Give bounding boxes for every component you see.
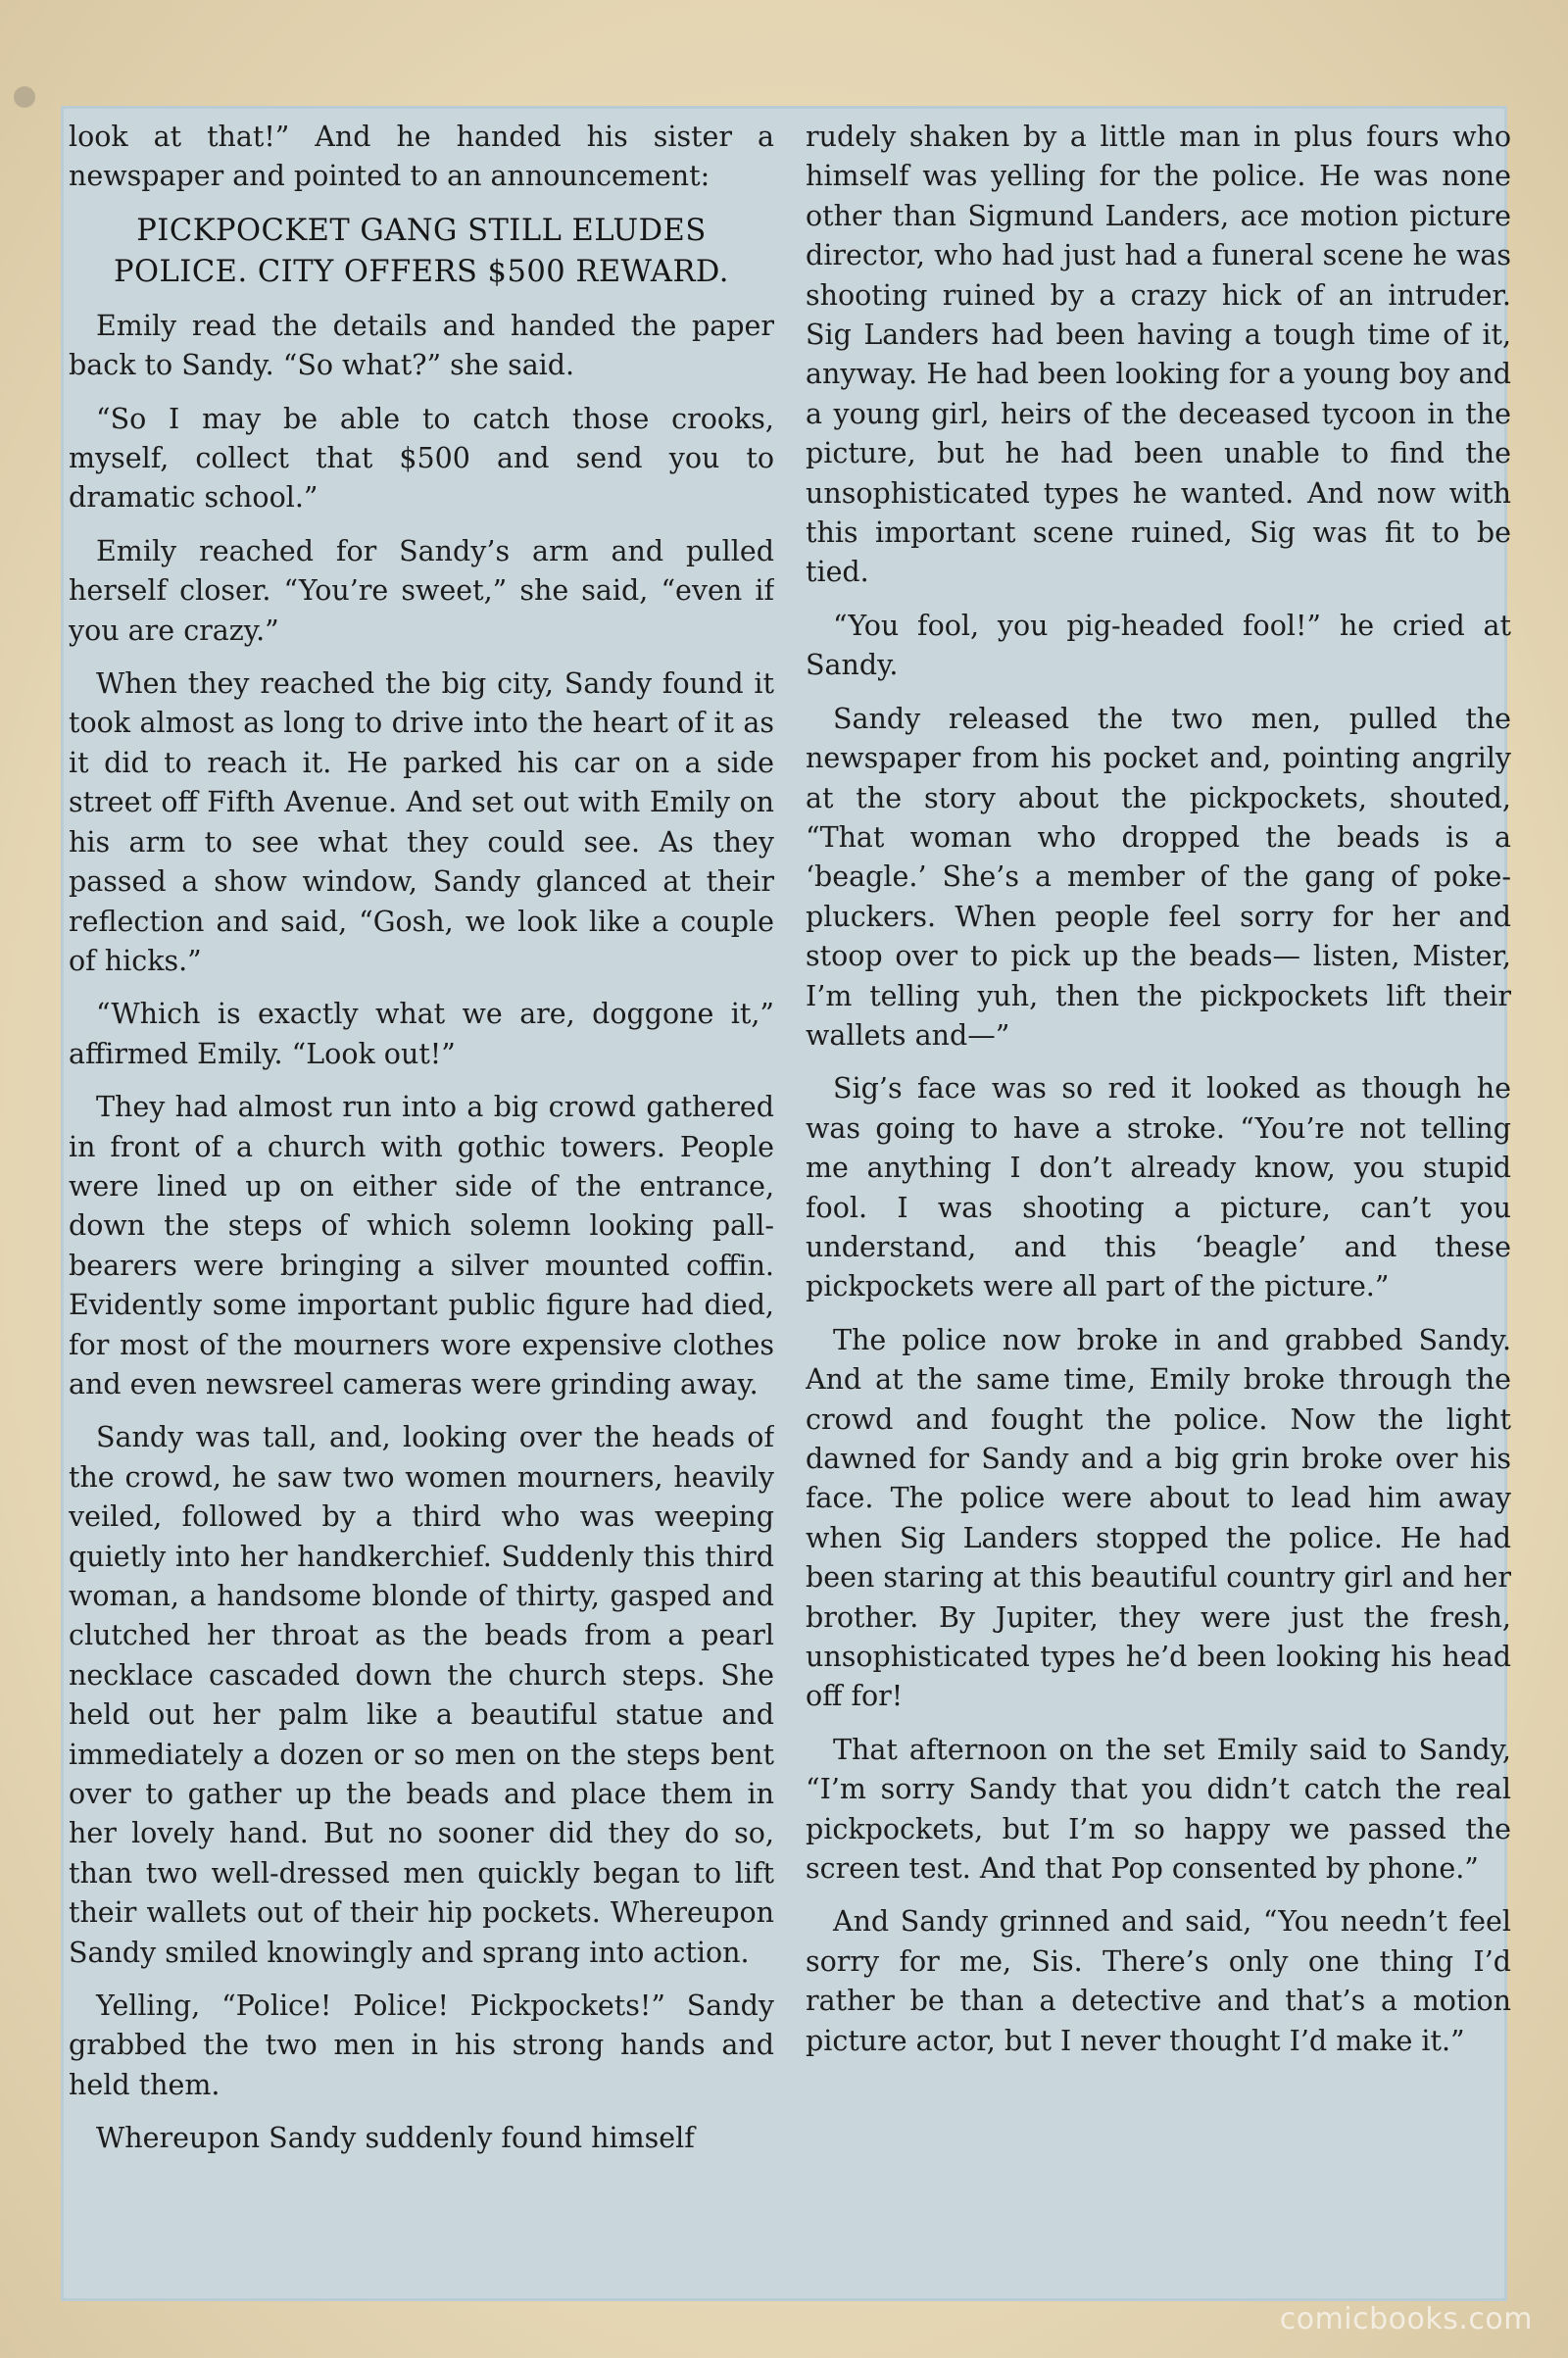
paragraph: Sandy released the two men, pulled the newspaper from his pocket and, pointing angrily at the story about the pickpockets, shouted, “That woman who dropped the beads is a ‘beagle.’ She’s a member of the gang of poke-pluckers. When people feel sorry for her and stoop over to pick up the beads— listen, Mister, I’m telling yuh, then the pickpockets lift their wallets and—” [806, 702, 1511, 1052]
paragraph: And Sandy grinned and said, “You needn’t feel sorry for me, Sis. There’s only one thing I’d rather be than a detective and that’s a motion picture actor, but I never thought I’d make it.” [806, 1905, 1511, 2057]
staple-mark [14, 86, 35, 108]
paragraph: “You fool, you pig-headed fool!” he cried at Sandy. [806, 609, 1511, 682]
paragraph: Emily reached for Sandy’s arm and pulled herself closer. “You’re sweet,” she said, “even if you are crazy.” [69, 534, 774, 647]
headline-line: PICKPOCKET GANG STILL ELUDES [136, 213, 707, 248]
paragraph: Sandy was tall, and, looking over the heads of the crowd, he saw two women mourners, heavily veiled, followed by a third who was weeping quietly into her handkerchief. Suddenly this third woman, a handsome blonde of thirty, gasped and clutched her throat as the beads from a pearl necklace cascaded down the church steps. She held out her palm like a beautiful statue and immediately a dozen or so men on the steps bent over to gather up the beads and place them in her lovely hand. But no sooner did they do so, than two well-dressed men quickly began to lift their wallets out of their hip pockets. Whereupon Sandy smiled knowingly and sprang into action. [69, 1421, 774, 1969]
right-column [806, 118, 1511, 2295]
headline-line: POLICE. CITY OFFERS $500 REWARD. [114, 254, 729, 289]
watermark-text: comicbooks.com [1279, 2302, 1533, 2336]
paragraph: Whereupon Sandy suddenly found himself [96, 2122, 695, 2155]
paragraph: When they reached the big city, Sandy found it took almost as long to drive into the heart of it as it did to reach it. He parked his car on a side street off Fifth Avenue. And set out with Emily on his arm to see what they could see. As they passed a show window, Sandy glanced at their reflection and said, “Gosh, we look like a couple of hicks.” [69, 667, 774, 977]
paragraph: They had almost run into a big crowd gathered in front of a church with gothic towers. People were lined up on either side of the entrance, down the steps of which solemn looking pall-bearers were bringing a silver mounted coffin. Evidently some important public figure had died, for most of the mourners wore expensive clothes and even newsreel cameras were grinding away. [69, 1091, 774, 1400]
newspaper-headline [69, 211, 774, 293]
paragraph: The police now broke in and grabbed Sandy. And at the same time, Emily broke through the crowd and fought the police. Now the light dawned for Sandy and a big grin broke over his face. The police were about to lead him away when Sig Landers stopped the police. He had been staring at this beautiful country girl and her brother. By Jupiter, they were just the fresh, unsophisticated types he’d been looking his head off for! [806, 1323, 1511, 1713]
paragraph: That afternoon on the set Emily said to Sandy, “I’m sorry Sandy that you didn’t catch the real pickpockets, but I’m so happy we passed the screen test. And that Pop consented by phone.” [806, 1733, 1511, 1886]
paragraph: look at that!” And he handed his sister a newspaper and pointed to an announcement: [69, 121, 774, 193]
paragraph: Emily read the details and handed the paper back to Sandy. “So what?” she said. [69, 309, 774, 382]
paragraph: Yelling, “Police! Police! Pickpockets!” Sandy grabbed the two men in his strong hands and held them. [69, 1990, 774, 2101]
left-column [69, 118, 774, 2295]
paragraph: rudely shaken by a little man in plus fours who himself was yelling for the police. He was none other than Sigmund Landers, ace motion picture director, who had just had a funeral scene he was shooting ruined by a crazy hick of an intruder. Sig Landers had been having a tough time of it, anyway. He had been looking for a young boy and a young girl, heirs of the deceased tycoon in the picture, but he had been unable to find the unsophisticated types he wanted. And now with this important scene ruined, Sig was fit to be tied. [806, 121, 1511, 589]
paragraph: “Which is exactly what we are, doggone it,” affirmed Emily. “Look out!” [69, 998, 774, 1070]
text-panel [61, 106, 1511, 2301]
paragraph: Sig’s face was so red it looked as though he was going to have a stroke. “You’re not telling me anything I don’t already know, you stupid fool. I was shooting a picture, can’t you understand, and this ‘beagle’ and these pickpockets were all part of the picture.” [806, 1072, 1511, 1303]
paragraph: “So I may be able to catch those crooks, myself, collect that $500 and send you to dramatic school.” [69, 402, 774, 515]
